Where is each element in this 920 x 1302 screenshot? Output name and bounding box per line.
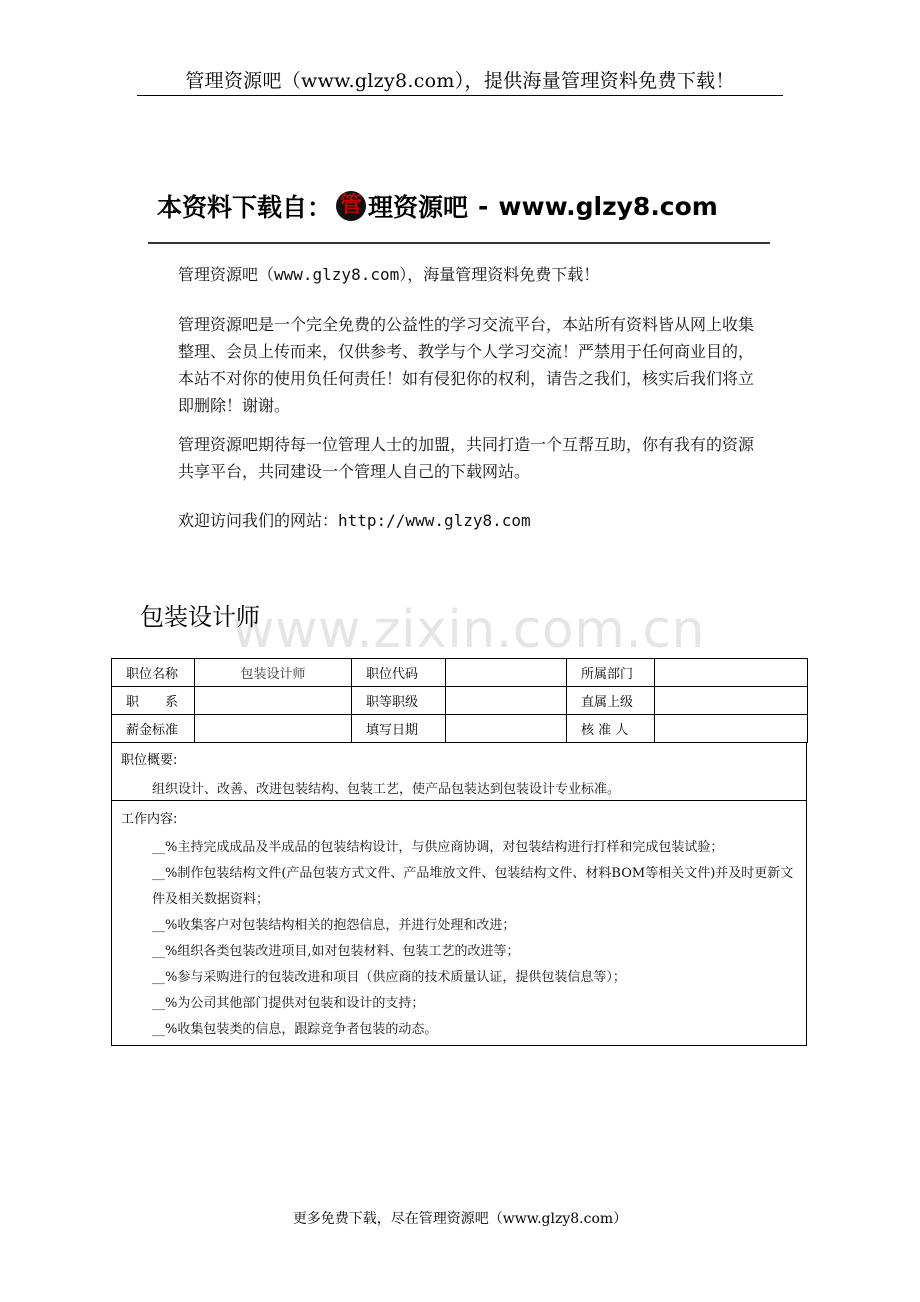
banner-site-link[interactable]: www.glzy8.com (498, 191, 718, 221)
list-item: __%主持完成成品及半成品的包装结构设计，与供应商协调，对包装结构进行打样和完成包装试验； (152, 840, 724, 855)
series-value (195, 687, 352, 715)
grade-value (446, 687, 567, 715)
banner-rule (148, 242, 770, 244)
date-label: 填写日期 (352, 715, 446, 743)
notice-line1: 管理资源吧（www.glzy8.com），海量管理资料免费下载！ (178, 265, 600, 284)
position-code-label: 职位代码 (352, 659, 446, 687)
position-code-value (446, 659, 567, 687)
list-item: __%为公司其他部门提供对包装和设计的支持； (152, 996, 425, 1011)
watermark: www.zixin.com.cn (232, 600, 705, 660)
salary-label: 薪金标准 (112, 715, 195, 743)
banner-brand: 理资源吧 (368, 193, 469, 222)
summary-label: 职位概要: (121, 753, 178, 768)
list-item: __%制作包装结构文件(产品包装方式文件、产品堆放文件、包装结构文件、材料BOM等相关文件)并及时更新文件及相关数据资料； (152, 866, 794, 907)
list-item: __%收集包装类的信息，跟踪竞争者包装的动态。 (152, 1022, 438, 1037)
notice-visit: 欢迎访问我们的网站：http://www.glzy8.com (178, 511, 531, 530)
duties-section (111, 800, 807, 1046)
banner-title (157, 188, 718, 224)
supervisor-value (655, 687, 808, 715)
table-row (112, 715, 808, 743)
supervisor-label: 直属上级 (567, 687, 655, 715)
page-footer: 更多免费下载，尽在管理资源吧（www.glzy8.com） (292, 1211, 628, 1227)
brand-logo-icon: 管 (336, 191, 366, 221)
header-rule (137, 95, 783, 96)
summary-text: 组织设计、改善、改进包装结构、包装工艺，使产品包装达到包装设计专业标准。 (152, 782, 621, 797)
page-title: 包装设计师 (140, 603, 260, 631)
department-label: 所属部门 (567, 659, 655, 687)
position-info-table (111, 658, 808, 743)
salary-value (195, 715, 352, 743)
grade-label: 职等职级 (352, 687, 446, 715)
approver-value (655, 715, 808, 743)
series-label: 职 系 (112, 687, 195, 715)
notice-invitation: 管理资源吧期待每一位管理人士的加盟，共同打造一个互帮互助，你有我有的资源共享平台，共同建设一个管理人自己的下载网站。 (178, 435, 755, 481)
position-name-label: 职位名称 (112, 659, 195, 687)
summary-section (111, 742, 807, 801)
list-item: __%组织各类包装改进项目,如对包装材料、包装工艺的改进等； (152, 944, 520, 959)
list-item: __%收集客户对包装结构相关的抱怨信息，并进行处理和改进； (152, 918, 516, 933)
table-row (112, 687, 808, 715)
department-value (655, 659, 808, 687)
banner-separator: - (478, 191, 489, 221)
notice-disclaimer: 管理资源吧是一个完全免费的公益性的学习交流平台，本站所有资料皆从网上收集整理、会员上传而来，仅供参考、教学与个人学习交流！严禁用于任何商业目的，本站不对你的使用负任何责任！如有侵犯你的权利，请告之我们，核实后我们将立即删除！谢谢。 (178, 315, 755, 415)
table-row (112, 659, 808, 687)
page-header: 管理资源吧（www.glzy8.com），提供海量管理资料免费下载！ (185, 70, 735, 92)
date-value (446, 715, 567, 743)
approver-label: 核 准 人 (567, 715, 655, 743)
list-item: __%参与采购进行的包装改进和项目（供应商的技术质量认证，提供包装信息等）； (152, 970, 626, 985)
position-name-value: 包装设计师 (195, 659, 352, 687)
banner-prefix: 本资料下载自： (157, 193, 333, 222)
duties-label: 工作内容: (121, 812, 178, 827)
